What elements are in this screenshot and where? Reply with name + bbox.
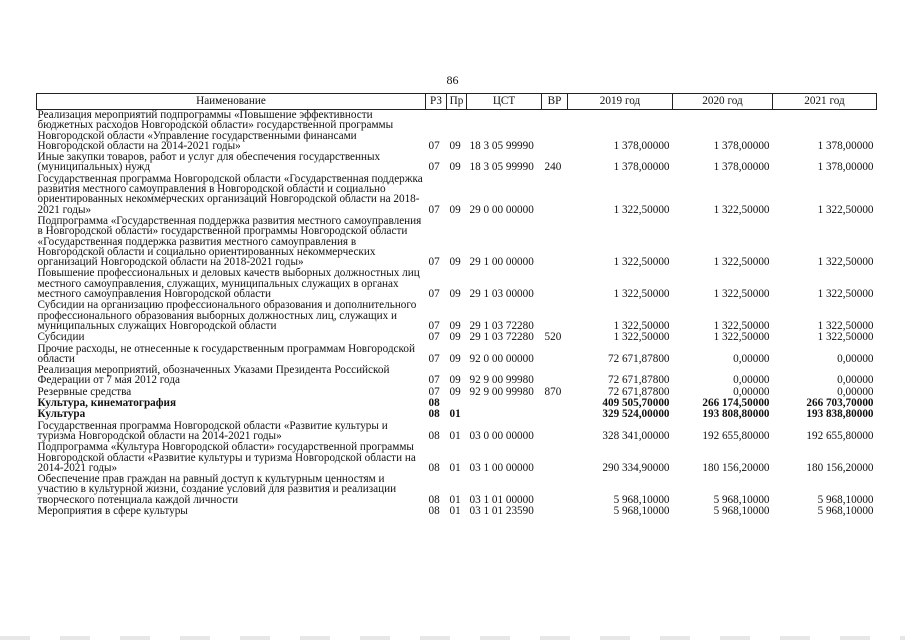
row-vr	[542, 365, 568, 387]
row-rz: 07	[428, 374, 440, 387]
row-name: Прочие расходы, не отнесенные к государственным программам Новгородской области	[37, 342, 415, 365]
row-amount-2019: 1 322,50000	[613, 319, 670, 332]
table-row	[37, 152, 877, 174]
row-vr	[542, 300, 568, 332]
table-row	[37, 268, 877, 300]
row-pr: 01	[449, 493, 461, 506]
column-header-rz: РЗ	[426, 94, 447, 110]
row-vr	[542, 474, 568, 506]
row-pr: 09	[449, 319, 461, 332]
row-name: Обеспечение прав граждан на равный доступ к культурным ценностям и участию в культурной жизни, создание условий для развития и реализации творческого потенциала каждой личности	[37, 473, 397, 506]
table-header-row	[37, 94, 877, 110]
row-rz: 07	[428, 352, 440, 365]
row-rz: 07	[428, 139, 440, 152]
row-amount-2021: 1 378,00000	[817, 139, 874, 152]
row-amount-2020: 5 968,10000	[713, 493, 770, 506]
row-amount-2020: 1 378,00000	[713, 161, 770, 174]
row-name: Реализация мероприятий, обозначенных Указами Президента Российской Федерации от 7 мая 2012 года	[37, 364, 390, 387]
row-name: Мероприятия в сфере культуры	[37, 504, 188, 517]
row-pr: 09	[449, 161, 461, 174]
row-cst	[467, 398, 542, 409]
row-amount-2021: 1 322,50000	[817, 288, 874, 301]
row-vr	[542, 409, 568, 420]
row-amount-2019: 329 524,00000	[602, 408, 670, 421]
row-rz: 07	[428, 385, 440, 398]
table-row	[37, 110, 877, 153]
row-name: Подпрограмма «Государственная поддержка развития местного самоуправления в Новгородской области» государственной программы Новгородской области «Государственная поддержка развития местного самоуправления в Новгородской области и социально ориентированных некоммерческих организаций Новгородской области на 2018-2021 годы»	[37, 214, 422, 269]
row-amount-2019: 328 341,00000	[602, 429, 670, 442]
row-cst	[467, 409, 542, 420]
row-amount-2019: 1 322,50000	[613, 331, 670, 344]
table-row	[37, 506, 877, 517]
column-header-pr: Пр	[447, 94, 467, 110]
row-rz: 08	[428, 461, 440, 474]
table-row	[37, 344, 877, 366]
row-pr: 01	[449, 429, 461, 442]
row-amount-2019: 1 322,50000	[613, 203, 670, 216]
row-amount-2020: 5 968,10000	[713, 504, 770, 517]
column-header-vr: ВР	[542, 94, 568, 110]
table-row	[37, 421, 877, 443]
row-cst: 18 3 05 99990	[469, 139, 534, 152]
row-amount-2021: 0,00000	[837, 352, 874, 365]
table-body	[37, 110, 877, 518]
row-rz: 07	[428, 161, 440, 174]
row-amount-2021: 1 322,50000	[817, 331, 874, 344]
row-amount-2021: 192 655,80000	[806, 429, 874, 442]
row-vr	[542, 174, 568, 216]
row-amount-2020: 1 322,50000	[713, 331, 770, 344]
row-pr: 01	[449, 461, 461, 474]
row-amount-2021: 193 838,80000	[806, 408, 874, 421]
row-vr	[542, 268, 568, 300]
row-amount-2020: 1 378,00000	[713, 139, 770, 152]
column-header-cst: ЦСТ	[467, 94, 542, 110]
row-amount-2019: 72 671,87800	[607, 385, 670, 398]
row-vr	[542, 216, 568, 268]
row-cst: 03 1 00 00000	[469, 461, 534, 474]
row-pr: 09	[449, 203, 461, 216]
row-name: Резервные средства	[37, 385, 132, 398]
row-amount-2020: 193 808,80000	[702, 408, 770, 421]
table-row	[37, 300, 877, 332]
row-amount-2020: 0,00000	[733, 352, 770, 365]
row-name: Культура	[37, 408, 86, 421]
row-vr	[542, 506, 568, 517]
row-vr	[542, 442, 568, 474]
row-name: Иные закупки товаров, работ и услуг для обеспечения государственных (муниципальных) нужд	[37, 151, 381, 174]
row-name: Субсидии на организацию профессионального образования и дополнительного профессионального образования выборных должностных лиц, служащих и муниципальных служащих Новгородской области	[37, 299, 417, 332]
row-cst: 92 0 00 00000	[469, 352, 534, 365]
table-row	[37, 365, 877, 387]
row-cst: 29 1 03 72280	[469, 331, 534, 344]
row-pr: 09	[449, 288, 461, 301]
row-rz: 07	[428, 319, 440, 332]
row-amount-2019: 1 378,00000	[613, 161, 670, 174]
column-header-2020: 2020 год	[673, 94, 773, 110]
row-amount-2021: 0,00000	[837, 385, 874, 398]
row-amount-2020: 192 655,80000	[702, 429, 770, 442]
row-cst: 29 0 00 00000	[469, 203, 534, 216]
row-amount-2020: 1 322,50000	[713, 256, 770, 269]
row-amount-2020: 1 322,50000	[713, 319, 770, 332]
table-row	[37, 474, 877, 506]
row-cst: 03 1 01 23590	[469, 504, 534, 517]
row-rz: 07	[428, 288, 440, 301]
row-name: Культура, кинематография	[37, 397, 176, 410]
row-rz: 07	[428, 256, 440, 269]
budget-table	[36, 93, 877, 517]
row-rz: 07	[428, 331, 440, 344]
column-header-2021: 2021 год	[773, 94, 877, 110]
row-rz: 07	[428, 203, 440, 216]
row-pr: 09	[449, 385, 461, 398]
row-pr: 09	[449, 139, 461, 152]
row-amount-2021: 0,00000	[837, 374, 874, 387]
row-vr	[542, 344, 568, 366]
row-amount-2020: 180 156,20000	[702, 461, 770, 474]
row-amount-2021: 5 968,10000	[817, 493, 874, 506]
row-pr: 09	[449, 331, 461, 344]
row-amount-2021: 1 322,50000	[817, 203, 874, 216]
row-amount-2020: 0,00000	[733, 385, 770, 398]
row-amount-2019: 1 378,00000	[613, 139, 670, 152]
row-amount-2019: 72 671,87800	[607, 352, 670, 365]
page-number: 86	[446, 73, 459, 87]
row-amount-2019: 5 968,10000	[613, 493, 670, 506]
row-rz: 08	[428, 429, 440, 442]
row-amount-2021: 1 322,50000	[817, 319, 874, 332]
row-amount-2019: 1 322,50000	[613, 256, 670, 269]
table-row	[37, 442, 877, 474]
row-cst: 03 0 00 00000	[469, 429, 534, 442]
scan-artifact	[0, 636, 905, 640]
row-pr: 01	[449, 408, 461, 421]
row-vr	[542, 398, 568, 409]
row-amount-2021: 1 378,00000	[817, 161, 874, 174]
row-pr: 09	[449, 352, 461, 365]
row-name: Субсидии	[37, 331, 85, 344]
row-rz: 08	[428, 397, 440, 410]
row-rz: 08	[428, 504, 440, 517]
row-cst: 29 1 03 72280	[469, 319, 534, 332]
row-name: Государственная программа Новгородской области «Развитие культуры и туризма Новгородской области на 2014-2021 годы»	[37, 419, 388, 442]
row-name: Подпрограмма «Культура Новгородской области» государственной программы Новгородской области «Развитие культуры и туризма Новгородской области на 2014-2021 годы»	[37, 441, 416, 474]
row-vr: 870	[544, 385, 562, 398]
row-amount-2019: 290 334,90000	[602, 461, 670, 474]
row-amount-2020: 1 322,50000	[713, 203, 770, 216]
row-amount-2019: 409 505,70000	[602, 397, 670, 410]
row-amount-2021: 5 968,10000	[817, 504, 874, 517]
row-cst: 03 1 01 00000	[469, 493, 534, 506]
row-rz: 08	[428, 493, 440, 506]
row-name: Государственная программа Новгородской области «Государственная поддержка развития местного самоуправления в Новгородской области и социально ориентированных некоммерческих организаций Новгородской области на 2018-2021 годы»	[37, 172, 423, 216]
table-row	[37, 332, 877, 343]
table-row	[37, 174, 877, 216]
row-amount-2020: 0,00000	[733, 374, 770, 387]
row-amount-2019: 1 322,50000	[613, 288, 670, 301]
row-amount-2019: 72 671,87800	[607, 374, 670, 387]
row-pr: 01	[449, 504, 461, 517]
row-cst: 18 3 05 99990	[469, 161, 534, 174]
row-amount-2019: 5 968,10000	[613, 504, 670, 517]
row-amount-2020: 1 322,50000	[713, 288, 770, 301]
row-amount-2021: 180 156,20000	[806, 461, 874, 474]
table-row	[37, 216, 877, 268]
row-name: Повышение профессиональных и деловых качеств выборных должностных лиц местного самоуправления, служащих, муниципальных служащих в органах местного самоуправления Новгородской области	[37, 267, 420, 301]
row-cst: 92 9 00 99980	[469, 374, 534, 387]
row-pr: 09	[449, 256, 461, 269]
row-vr: 520	[544, 331, 562, 344]
row-amount-2020: 266 174,50000	[702, 397, 770, 410]
row-vr: 240	[544, 161, 562, 174]
row-vr	[542, 421, 568, 443]
row-cst: 29 1 03 00000	[469, 288, 534, 301]
column-header-name: Наименование	[37, 94, 426, 110]
row-cst: 29 1 00 00000	[469, 256, 534, 269]
row-cst: 92 9 00 99980	[469, 385, 534, 398]
row-pr: 09	[449, 374, 461, 387]
row-vr	[542, 110, 568, 153]
row-amount-2021: 266 703,70000	[806, 397, 874, 410]
column-header-2019: 2019 год	[568, 94, 673, 110]
table-row	[37, 409, 877, 420]
row-amount-2021: 1 322,50000	[817, 256, 874, 269]
row-rz: 08	[428, 408, 440, 421]
row-name: Реализация мероприятий подпрограммы «Повышение эффективности бюджетных расходов Новгородской области» государственной программы Новгородской области «Управление государственными финансами Новгородской области на 2014-2021 годы»	[37, 109, 394, 152]
